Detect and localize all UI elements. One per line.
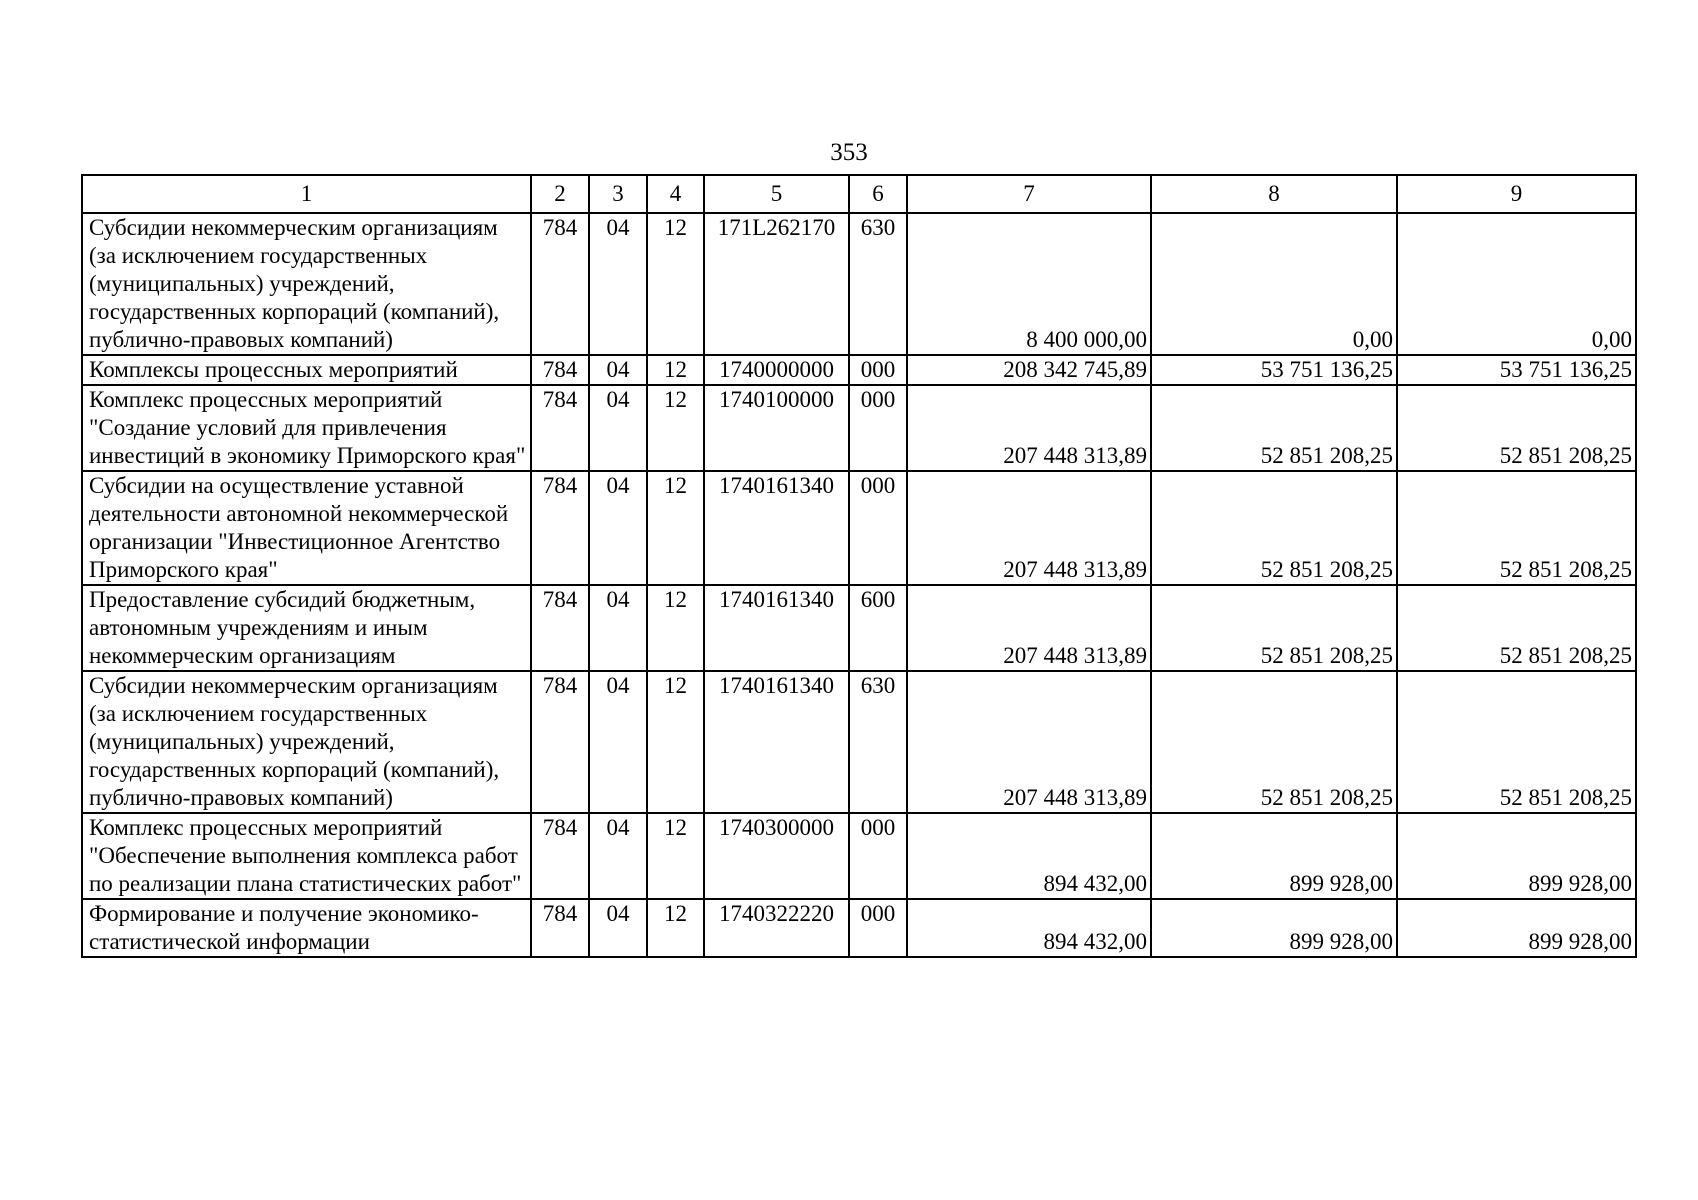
table-row: [82, 813, 1636, 899]
amount-cell: 899 928,00: [1151, 813, 1397, 899]
code-cell: 12: [647, 213, 704, 355]
table-row: [82, 671, 1636, 813]
code-cell: 000: [849, 471, 907, 585]
amount-cell: 208 342 745,89: [907, 355, 1151, 385]
code-cell: 12: [647, 471, 704, 585]
amount-cell: 52 851 208,25: [1151, 585, 1397, 671]
code-cell: 12: [647, 899, 704, 957]
amount-cell: 53 751 136,25: [1397, 355, 1636, 385]
code-cell: 1740322220: [704, 899, 849, 957]
code-cell: 04: [589, 671, 647, 813]
amount-cell: 899 928,00: [1397, 899, 1636, 957]
code-cell: 000: [849, 813, 907, 899]
code-cell: 12: [647, 585, 704, 671]
header-row: [82, 175, 1636, 213]
amount-cell: 52 851 208,25: [1397, 471, 1636, 585]
amount-cell: 53 751 136,25: [1151, 355, 1397, 385]
code-cell: 1740161340: [704, 471, 849, 585]
code-cell: 630: [849, 671, 907, 813]
code-cell: 04: [589, 385, 647, 471]
code-cell: 04: [589, 355, 647, 385]
code-cell: 784: [531, 671, 589, 813]
column-header: 2: [531, 175, 589, 213]
code-cell: 630: [849, 213, 907, 355]
amount-cell: 207 448 313,89: [907, 385, 1151, 471]
amount-cell: 52 851 208,25: [1151, 671, 1397, 813]
column-header: 8: [1151, 175, 1397, 213]
code-cell: 12: [647, 355, 704, 385]
code-cell: 784: [531, 213, 589, 355]
code-cell: 784: [531, 355, 589, 385]
code-cell: 1740161340: [704, 585, 849, 671]
amount-cell: 899 928,00: [1151, 899, 1397, 957]
amount-cell: 899 928,00: [1397, 813, 1636, 899]
column-header: 5: [704, 175, 849, 213]
code-cell: 000: [849, 355, 907, 385]
column-header: 6: [849, 175, 907, 213]
column-header: 1: [82, 175, 531, 213]
row-name: Субсидии некоммерческим организациям (за исключением государственных (муниципальных) учреждений, государственных корпораций (компаний), публично-правовых компаний): [82, 213, 531, 355]
amount-cell: 894 432,00: [907, 899, 1151, 957]
code-cell: 12: [647, 813, 704, 899]
code-cell: 000: [849, 385, 907, 471]
column-header: 3: [589, 175, 647, 213]
amount-cell: 207 448 313,89: [907, 585, 1151, 671]
code-cell: 04: [589, 471, 647, 585]
amount-cell: 8 400 000,00: [907, 213, 1151, 355]
code-cell: 04: [589, 213, 647, 355]
amount-cell: 894 432,00: [907, 813, 1151, 899]
code-cell: 171L262170: [704, 213, 849, 355]
code-cell: 04: [589, 899, 647, 957]
column-header: 4: [647, 175, 704, 213]
code-cell: 1740300000: [704, 813, 849, 899]
code-cell: 000: [849, 899, 907, 957]
code-cell: 784: [531, 385, 589, 471]
row-name: Субсидии некоммерческим организациям (за исключением государственных (муниципальных) учреждений, государственных корпораций (компаний), публично-правовых компаний): [82, 671, 531, 813]
code-cell: 784: [531, 813, 589, 899]
row-name: Субсидии на осуществление уставной деятельности автономной некоммерческой организации "Инвестиционное Агентство Приморского края": [82, 471, 531, 585]
page-number: 353: [830, 139, 868, 166]
code-cell: 12: [647, 385, 704, 471]
table-row: [82, 355, 1636, 385]
table-row: [82, 585, 1636, 671]
amount-cell: 52 851 208,25: [1397, 385, 1636, 471]
row-name: Формирование и получение экономико-статистической информации: [82, 899, 531, 957]
column-header: 7: [907, 175, 1151, 213]
budget-table: [81, 174, 1637, 958]
code-cell: 1740000000: [704, 355, 849, 385]
row-name: Комплекс процессных мероприятий "Обеспечение выполнения комплекса работ по реализации плана статистических работ": [82, 813, 531, 899]
code-cell: 784: [531, 585, 589, 671]
amount-cell: 207 448 313,89: [907, 671, 1151, 813]
amount-cell: 0,00: [1151, 213, 1397, 355]
code-cell: 1740161340: [704, 671, 849, 813]
table-row: [82, 213, 1636, 355]
code-cell: 784: [531, 899, 589, 957]
row-name: Комплекс процессных мероприятий "Создание условий для привлечения инвестиций в экономику Приморского края": [82, 385, 531, 471]
table-row: [82, 471, 1636, 585]
table-row: [82, 899, 1636, 957]
amount-cell: 52 851 208,25: [1397, 585, 1636, 671]
code-cell: 600: [849, 585, 907, 671]
amount-cell: 207 448 313,89: [907, 471, 1151, 585]
column-header: 9: [1397, 175, 1636, 213]
amount-cell: 52 851 208,25: [1397, 671, 1636, 813]
table-row: [82, 385, 1636, 471]
code-cell: 04: [589, 585, 647, 671]
code-cell: 04: [589, 813, 647, 899]
code-cell: 784: [531, 471, 589, 585]
amount-cell: 52 851 208,25: [1151, 471, 1397, 585]
code-cell: 12: [647, 671, 704, 813]
code-cell: 1740100000: [704, 385, 849, 471]
row-name: Предоставление субсидий бюджетным, автономным учреждениям и иным некоммерческим организациям: [82, 585, 531, 671]
row-name: Комплексы процессных мероприятий: [82, 355, 531, 385]
amount-cell: 52 851 208,25: [1151, 385, 1397, 471]
amount-cell: 0,00: [1397, 213, 1636, 355]
